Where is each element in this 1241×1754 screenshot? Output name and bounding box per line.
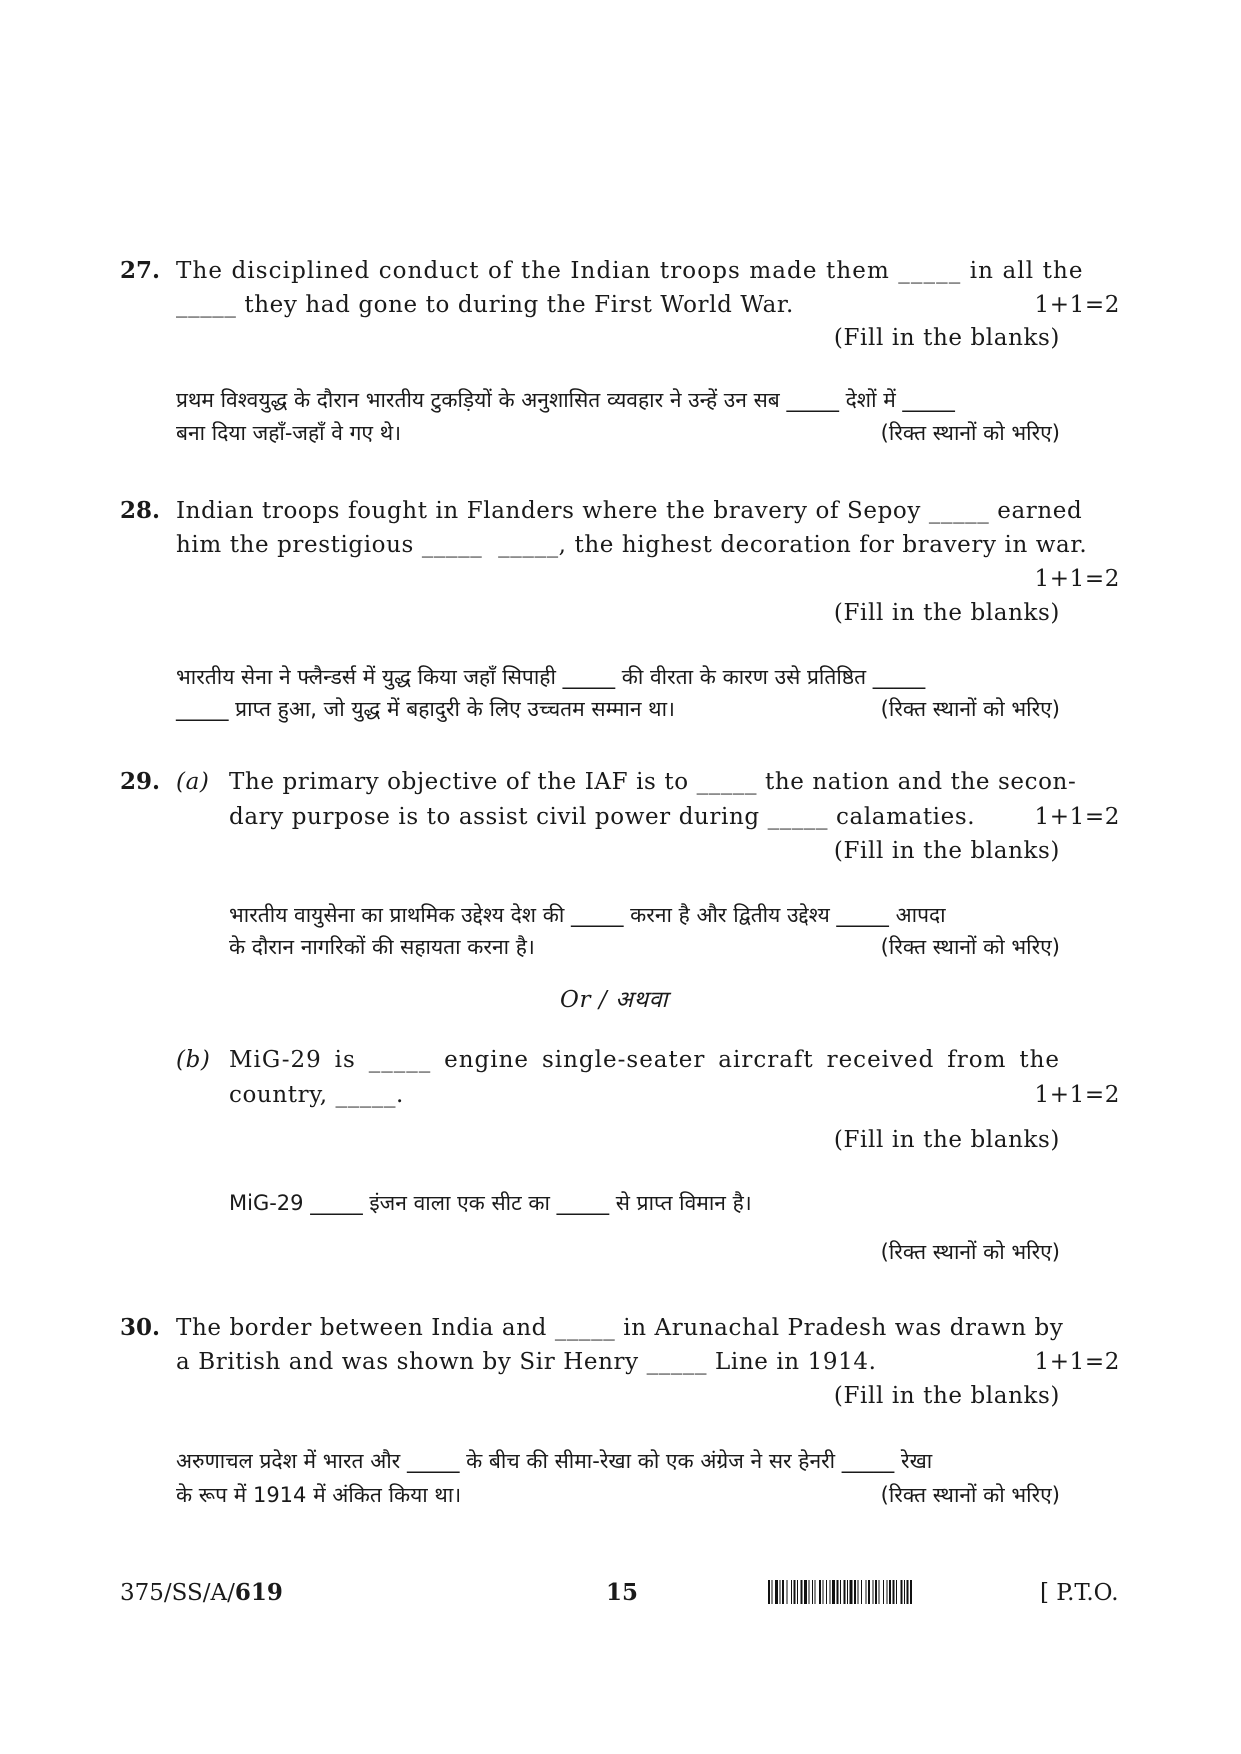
q27-hi-line1: प्रथम विश्वयुद्ध के दौरान भारतीय टुकड़ियों के अनुशासित व्यवहार ने उन्हें उन सब _____ देशों में _____: [176, 388, 955, 412]
paper-code-number: 619: [234, 1579, 283, 1606]
q29b-hi-line1: [229, 1188, 752, 1218]
q30-marks: 1+1=2: [1034, 1349, 1120, 1375]
q28-marks: 1+1=2: [1034, 566, 1120, 592]
q28-instruction-en: (Fill in the blanks): [833, 600, 1060, 626]
q28-number: 28.: [120, 497, 161, 524]
q28-hi-line1: भारतीय सेना ने फ्लैन्डर्स में युद्ध किया जहाँ सिपाही _____ की वीरता के कारण उसे प्रतिष्ठित _____: [176, 665, 926, 689]
q27-number: 27.: [120, 257, 161, 284]
q30-en-line1: The border between India and _____ in Arunachal Pradesh was drawn by: [176, 1315, 1064, 1341]
q27-instruction-hi: (रिक्त स्थानों को भरिए): [880, 421, 1060, 445]
q27-instruction-en: (Fill in the blanks): [833, 325, 1060, 351]
q27-en-line1: The disciplined conduct of the Indian troops made them _____ in all the: [176, 258, 1084, 284]
q30-instruction-hi: (रिक्त स्थानों को भरिए): [880, 1483, 1060, 1507]
q28-en-line1: Indian troops fought in Flanders where the bravery of Sepoy _____ earned: [176, 498, 1083, 524]
q29a-hi-line2: के दौरान नागरिकों की सहायता करना है।: [229, 935, 535, 959]
q29b-instruction-en: (Fill in the blanks): [833, 1127, 1060, 1153]
q29-number: 29.: [120, 768, 161, 795]
q29a-label: (a): [176, 769, 210, 795]
q28-en-line2: him the prestigious _____ _____, the highest decoration for bravery in war.: [176, 532, 1088, 558]
q29-or-separator: Or / अथवा: [560, 987, 669, 1013]
q29a-marks: 1+1=2: [1034, 804, 1120, 830]
q30-hi-line2: के रूप में 1914 में अंकित किया था।: [176, 1483, 462, 1507]
q28-instruction-hi: (रिक्त स्थानों को भरिए): [880, 697, 1060, 721]
q30-instruction-en: (Fill in the blanks): [833, 1383, 1060, 1409]
q27-marks: 1+1=2: [1034, 292, 1120, 318]
q30-en-line2: a British and was shown by Sir Henry _____ Line in 1914.: [176, 1349, 877, 1375]
q29a-hi-line1: भारतीय वायुसेना का प्राथमिक उद्देश्य देश की _____ करना है और द्वितीय उद्देश्य _____ आपदा: [229, 903, 946, 927]
q29b-hi-text: MiG-29 _____ इंजन वाला एक सीट का _____ से प्राप्त विमान है।: [229, 1191, 752, 1215]
pto-label: [ P.T.O.: [1040, 1580, 1119, 1606]
q30-hi-line1: अरुणाचल प्रदेश में भारत और _____ के बीच की सीमा-रेखा को एक अंग्रेज ने सर हेनरी _____ रेखा: [176, 1449, 933, 1473]
q28-hi-line2: _____ प्राप्त हुआ, जो युद्ध में बहादुरी के लिए उच्चतम सम्मान था।: [176, 697, 675, 721]
q30-number: 30.: [120, 1314, 161, 1341]
paper-code: [120, 1578, 283, 1608]
q29b-en-line1: MiG-29 is _____ engine single-seater aircraft received from the: [229, 1047, 1060, 1073]
q27-hi-line2: बना दिया जहाँ-जहाँ वे गए थे।: [176, 421, 402, 445]
q29b-label: (b): [176, 1047, 211, 1073]
q29a-en-line1: The primary objective of the IAF is to _____ the nation and the secon-: [229, 769, 1077, 795]
q29a-instruction-en: (Fill in the blanks): [833, 838, 1060, 864]
q29b-en-line2: country, _____.: [229, 1082, 404, 1108]
paper-code-prefix: 375/SS/A/: [120, 1580, 235, 1606]
q29a-en-line2: dary purpose is to assist civil power during _____ calamaties.: [229, 804, 976, 830]
barcode-icon: [768, 1580, 1023, 1604]
q29b-instruction-hi: (रिक्त स्थानों को भरिए): [880, 1240, 1060, 1264]
q29a-instruction-hi: (रिक्त स्थानों को भरिए): [880, 935, 1060, 959]
page-number: 15: [606, 1579, 639, 1606]
q27-en-line2: _____ they had gone to during the First World War.: [176, 292, 794, 318]
q29b-marks: 1+1=2: [1034, 1082, 1120, 1108]
